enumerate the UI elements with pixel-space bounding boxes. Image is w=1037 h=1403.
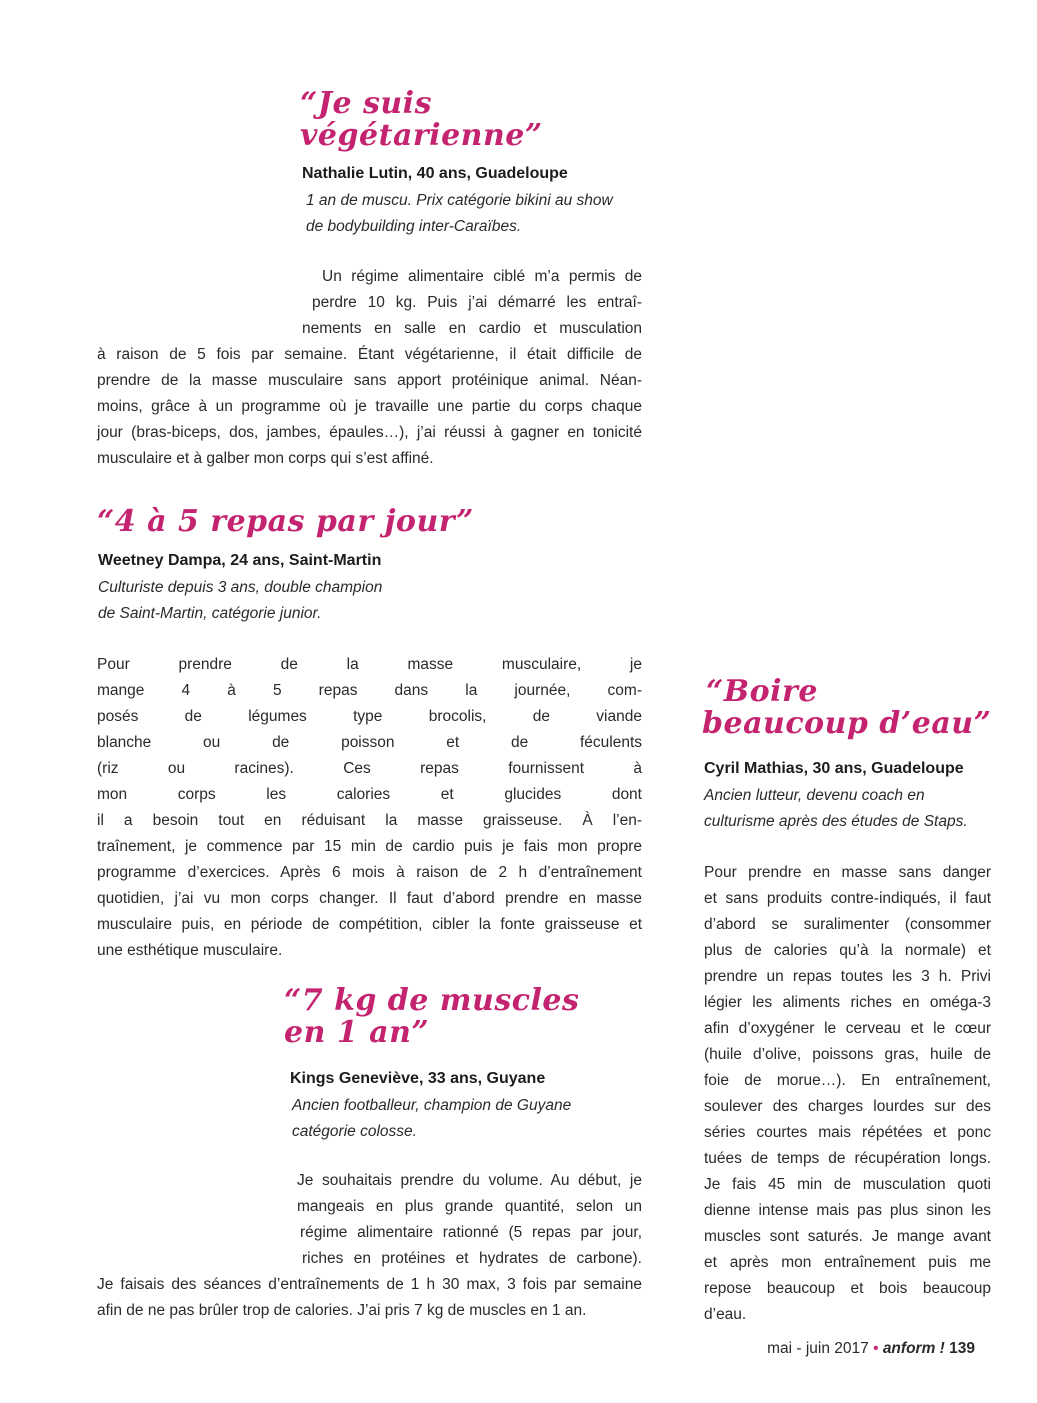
section3-subtitle — [292, 1093, 622, 1145]
body-line: il a besoin tout en réduisant la masse graisseuse. À l’en- — [97, 812, 642, 829]
section4-title — [702, 676, 991, 739]
body-line: programme d’exercices. Après 6 mois à raison de 2 h d’entraînement — [97, 864, 642, 881]
body-line: une esthétique musculaire. — [97, 942, 283, 959]
body-line: riches en protéines et hydrates de carbone). — [302, 1250, 642, 1267]
body-line: mangeais en plus grande quantité, selon un — [297, 1198, 642, 1215]
body-line: soulever des charges lourdes sur des — [704, 1098, 991, 1115]
section3-body — [97, 1168, 642, 1324]
section3-subtitle-line: Ancien footballeur, champion de Guyane — [292, 1097, 572, 1114]
body-line: foie de morue…). En entraînement, — [704, 1072, 991, 1089]
section1-body — [97, 264, 642, 472]
body-line: et sans produits contre-indiqués, il faut — [704, 890, 991, 907]
body-line: moins, grâce à un programme où je travaille une partie du corps chaque — [97, 398, 642, 415]
body-line: posés de légumes type brocolis, de viande — [97, 708, 642, 725]
section1-subtitle — [306, 188, 651, 240]
footer-bullet: • — [873, 1340, 879, 1357]
body-line: (riz ou racines). Ces repas fournissent à — [97, 760, 642, 777]
body-line: prendre un repas toutes les 3 h. Privi — [704, 968, 991, 985]
section4-title-line2: beaucoup d’eau” — [702, 705, 992, 741]
body-line: musculaire et à galber mon corps qui s’est affiné. — [97, 450, 434, 467]
section1-title — [300, 88, 543, 151]
body-line: tuées de temps de récupération longs. — [704, 1150, 991, 1167]
body-line: régime alimentaire rationné (5 repas par jour, — [300, 1224, 642, 1241]
body-line: d’abord se suralimenter (consommer — [704, 916, 991, 933]
body-line: afin d’oxygéner le cerveau et le cœur — [704, 1020, 991, 1037]
body-line: repose beaucoup et bois beaucoup — [704, 1280, 991, 1297]
section4-subtitle-line: Ancien lutteur, devenu coach en — [704, 787, 925, 804]
body-line: Pour prendre de la masse musculaire, je — [97, 656, 642, 673]
body-line: dienne intense mais pas plus sinon les — [704, 1202, 991, 1219]
body-line: quotidien, j’ai vu mon corps changer. Il faut d’abord prendre en masse — [97, 890, 642, 907]
body-line: musculaire puis, en période de compétition, cibler la fonte graisseuse et — [97, 916, 642, 933]
body-line: Je souhaitais prendre du volume. Au début, je — [297, 1172, 642, 1189]
section1-author: Nathalie Lutin, 40 ans, Guadeloupe — [302, 165, 568, 182]
body-line: Un régime alimentaire ciblé m’a permis de — [322, 268, 642, 285]
section2-subtitle-line: de Saint-Martin, catégorie junior. — [98, 605, 322, 622]
body-line: mange 4 à 5 repas dans la journée, com- — [97, 682, 642, 699]
issue-date: mai - juin 2017 — [767, 1340, 869, 1357]
body-line: à raison de 5 fois par semaine. Étant végétarienne, il était difficile de — [97, 346, 642, 363]
page-footer — [767, 1340, 975, 1358]
body-line: jour (bras-biceps, dos, jambes, épaules…), j’ai réussi à gagner en tonicité — [97, 424, 642, 441]
body-line: Je faisais des séances d’entraînements de 1 h 30 max, 3 fois par semaine — [97, 1276, 642, 1293]
body-line: mon corps les calories et glucides dont — [97, 786, 642, 803]
body-line: et après mon entraînement puis me — [704, 1254, 991, 1271]
body-line: nements en salle en cardio et musculation — [302, 320, 642, 337]
body-line: Je fais 45 min de musculation quoti — [704, 1176, 991, 1193]
section4-title-line1: “Boire — [706, 674, 818, 709]
body-line: d’eau. — [704, 1306, 747, 1323]
section2-body — [97, 652, 642, 964]
section4-subtitle-line: culturisme après des études de Staps. — [704, 813, 968, 830]
section3-title — [284, 985, 579, 1048]
section3-subtitle-line: catégorie colosse. — [292, 1123, 417, 1140]
section1-subtitle-line: 1 an de muscu. Prix catégorie bikini au show — [306, 192, 613, 209]
body-line: (huile d’olive, poissons gras, huile de — [704, 1046, 991, 1063]
magazine-name: anform ! — [882, 1340, 945, 1357]
section2-subtitle — [98, 575, 428, 627]
body-line: légier les aliments riches en oméga-3 — [704, 994, 991, 1011]
section2-title: “4 à 5 repas par jour” — [97, 504, 474, 539]
section3-author: Kings Geneviève, 33 ans, Guyane — [290, 1070, 546, 1087]
section3-title-line1: “7 kg de muscles — [284, 983, 580, 1018]
page-number: 139 — [949, 1340, 975, 1357]
body-line: perdre 10 kg. Puis j’ai démarré les entraî- — [312, 294, 642, 311]
section1-title-line2: végétarienne” — [300, 117, 543, 153]
body-line: plus de calories qu’à la normale) et — [704, 942, 991, 959]
section1-subtitle-line: de bodybuilding inter-Caraïbes. — [306, 218, 522, 235]
section2-subtitle-line: Culturiste depuis 3 ans, double champion — [98, 579, 383, 596]
section1-title-line1: “Je suis — [300, 86, 432, 121]
body-line: muscles sont saturés. Je mange avant — [704, 1228, 991, 1245]
body-line: prendre de la masse musculaire sans apport protéinique animal. Néan- — [97, 372, 642, 389]
section4-author: Cyril Mathias, 30 ans, Guadeloupe — [704, 760, 964, 777]
body-line: Pour prendre en masse sans danger — [704, 864, 991, 881]
body-line: traînement, je commence par 15 min de cardio puis je fais mon propre — [97, 838, 642, 855]
section2-author: Weetney Dampa, 24 ans, Saint-Martin — [98, 552, 382, 569]
section4-subtitle — [704, 783, 994, 835]
body-line: afin de ne pas brûler trop de calories. J’ai pris 7 kg de muscles en 1 an. — [97, 1302, 587, 1319]
body-line: séries courtes mais répétées et ponc — [704, 1124, 991, 1141]
body-line: blanche ou de poisson et de féculents — [97, 734, 642, 751]
section4-body — [704, 860, 991, 1328]
section3-title-line2: en 1 an” — [284, 1014, 430, 1050]
